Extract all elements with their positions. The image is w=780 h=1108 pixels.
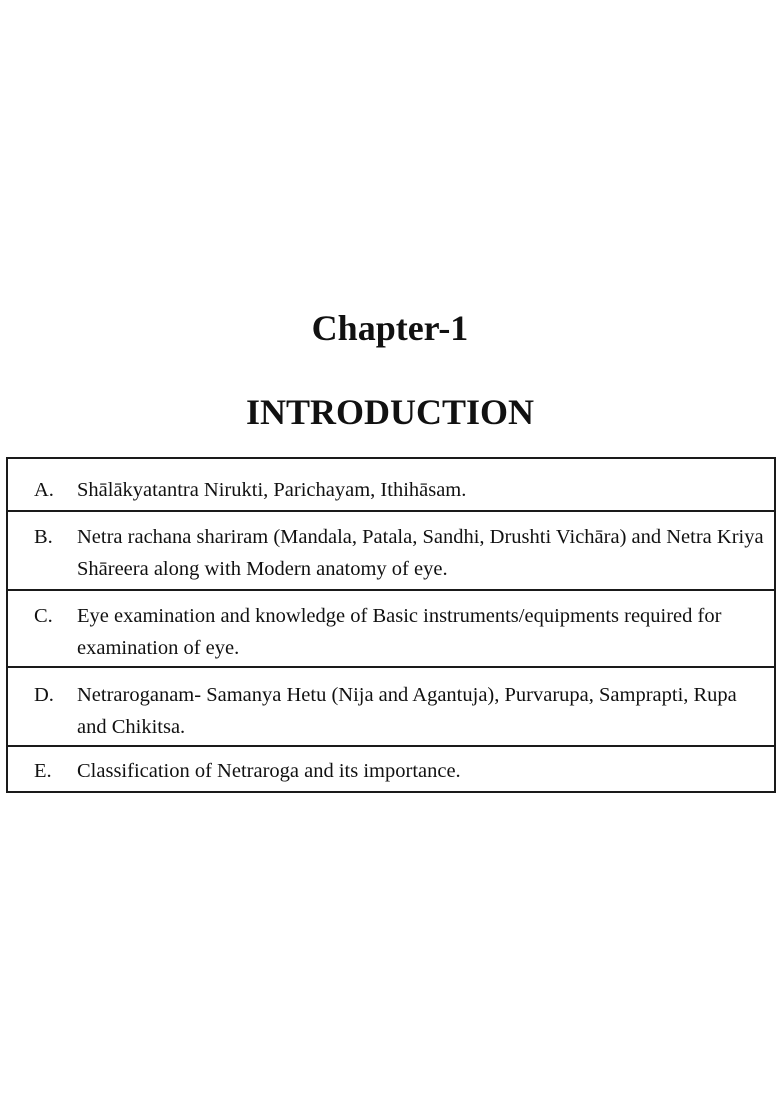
topics-table: [6, 457, 776, 793]
topic-text: Netraroganam- Samanya Hetu (Nija and Agantuja), Purvarupa, Samprapti, Rupa and Chikitsa.: [77, 684, 737, 738]
topic-text: Netra rachana shariram (Mandala, Patala, Sandhi, Drushti Vichāra) and Netra Kriya Shāreera along with Modern anatomy of eye.: [77, 526, 764, 580]
topic-text: Eye examination and knowledge of Basic instruments/equipments required for examination of eye.: [77, 605, 722, 659]
topic-letter: C.: [34, 605, 53, 627]
topic-row-b: [8, 510, 774, 589]
topic-text: Classification of Netraroga and its importance.: [77, 760, 461, 782]
topic-letter: B.: [34, 526, 53, 548]
topic-text: Shālākyatantra Nirukti, Parichayam, Ithihāsam.: [77, 479, 467, 501]
topic-row-e: [8, 745, 774, 791]
topic-row-d: [8, 666, 774, 745]
topic-row-c: [8, 589, 774, 666]
topic-letter: A.: [34, 479, 54, 501]
topic-letter: D.: [34, 684, 54, 706]
chapter-number-heading: Chapter-1: [311, 308, 469, 348]
chapter-title-heading: INTRODUCTION: [245, 392, 535, 432]
topic-row-a: [8, 459, 774, 510]
topic-letter: E.: [34, 760, 52, 782]
